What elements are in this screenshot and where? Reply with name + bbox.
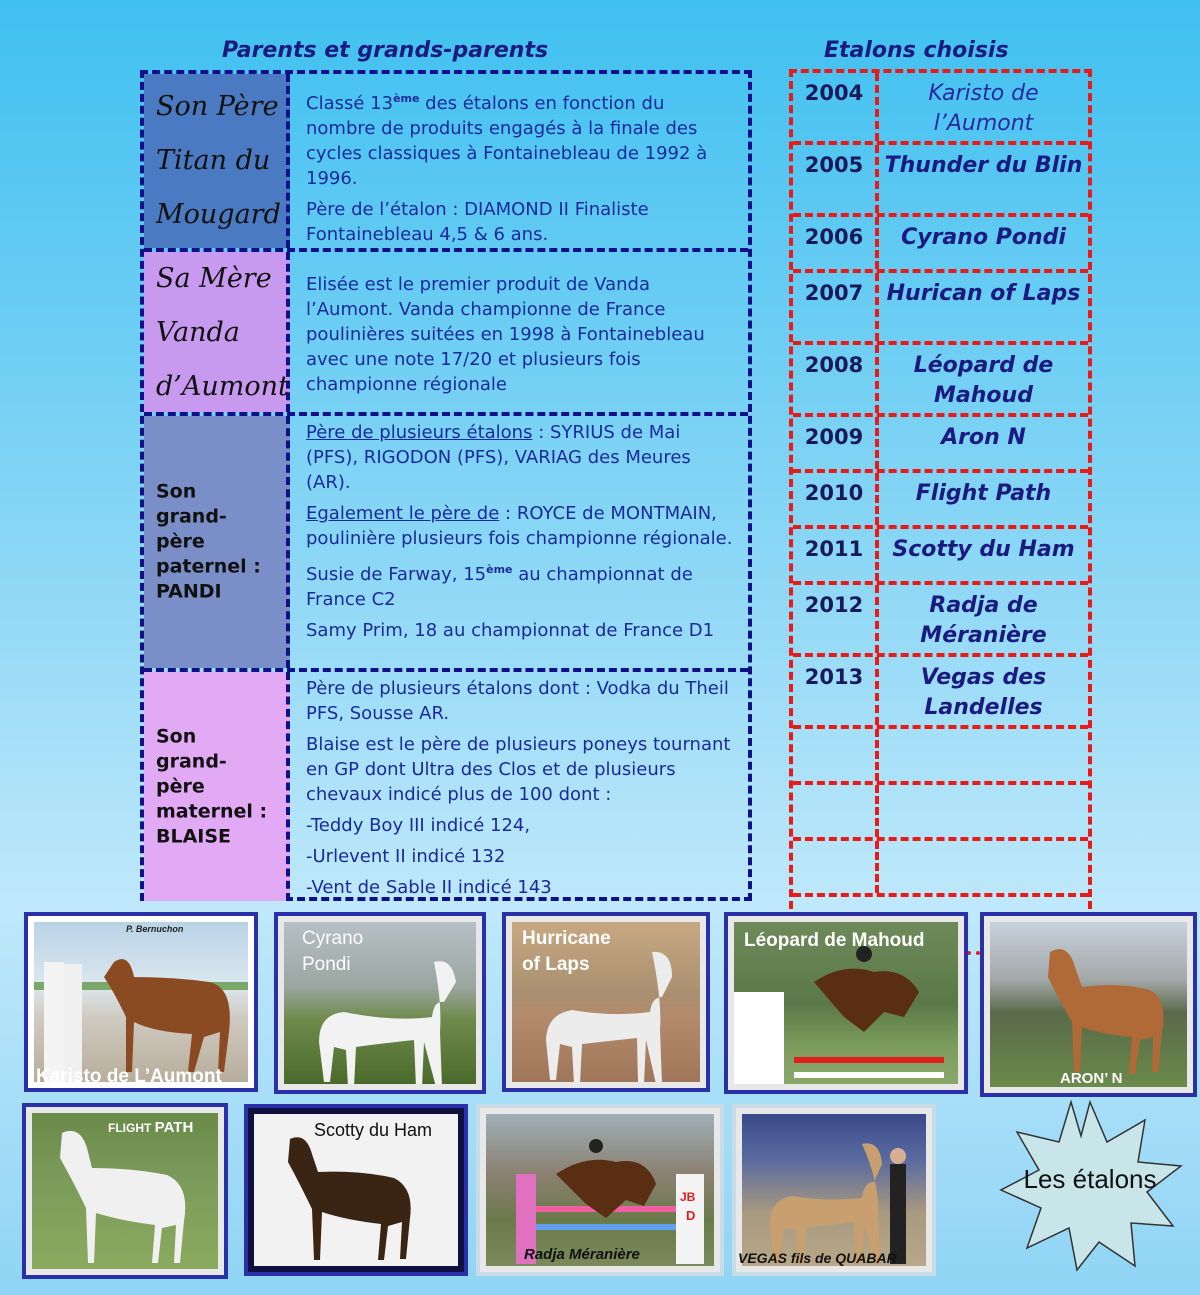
father-text-1: Classé 13ème des étalons en fonction du nombre de produits engagés à la finale des cycles classiques à Fontainebleau de 1992 à 1996. — [306, 92, 708, 189]
scotty-caption: Scotty du Ham — [314, 1120, 433, 1140]
horse-image — [32, 1113, 218, 1269]
photo-aron — [980, 912, 1197, 1097]
stallion-year — [793, 841, 879, 893]
mother-label — [144, 252, 289, 414]
stallion-row-empty — [793, 729, 1088, 785]
stallion-year: 2006 — [793, 217, 879, 269]
karisto-caption: Karisto de L’Aumont — [36, 1066, 222, 1087]
stallion-name: Cyrano Pondi — [901, 225, 1066, 250]
stallion-row — [793, 145, 1088, 217]
pandi-text-2: Egalement le père de : ROYCE de MONTMAIN, poulinière plusieurs fois championne régionale. — [306, 503, 733, 549]
flight-path-caption: FLIGHT PATH — [108, 1119, 194, 1136]
stallion-name: Scotty du Ham — [892, 537, 1075, 562]
mother-label-line2: Vanda — [156, 317, 240, 348]
blaise-text-4: -Urlevent II indicé 132 — [306, 846, 506, 867]
blaise-text-2: Blaise est le père de plusieurs poneys tournant en GP dont Ultra des Clos et de plusieurs chevaux indicé plus de 100 dont : — [306, 734, 731, 805]
stallion-name: Karisto de l’Aumont — [928, 81, 1039, 136]
father-label — [144, 74, 286, 242]
parent-row-father — [144, 74, 748, 252]
aron-caption: ARON’ N — [1060, 1070, 1123, 1087]
mother-text-1: Elisée est le premier produit de Vanda l’Aumont. Vanda championne de France poulinières suitées en 1998 à Fontainebleau avec une note 17/20 et plusieurs fois championne régionale — [306, 274, 705, 395]
horse-image — [742, 1114, 926, 1266]
badge-label: Les étalons — [1023, 1164, 1157, 1194]
father-label-line3: Mougard — [156, 199, 281, 230]
photo-flight-path — [22, 1103, 228, 1279]
stallion-row — [793, 657, 1088, 729]
parent-row-maternal-grandfather — [144, 672, 748, 901]
hurricane-caption-line2: of Laps — [522, 954, 590, 975]
photo-cyrano — [274, 912, 486, 1094]
paternal-grandfather-description — [306, 420, 734, 649]
stallion-row-empty — [793, 841, 1088, 897]
paternal-grandfather-label-cell — [144, 416, 290, 668]
photo-radja — [476, 1104, 724, 1276]
father-text-2: Père de l’étalon : DIAMOND II Finaliste Fontainebleau 4,5 & 6 ans. — [306, 199, 649, 245]
blaise-text-1: Père de plusieurs étalons dont : Vodka du Theil PFS, Sousse AR. — [306, 678, 729, 724]
mother-label-cell — [144, 252, 290, 412]
leopard-caption: Léopard de Mahoud — [744, 930, 925, 951]
stallion-name: Thunder du Blin — [884, 153, 1083, 178]
stallion-name: Radja de Méranière — [920, 593, 1047, 648]
karisto-credit: P. Bernuchon — [126, 924, 184, 934]
stallion-year: 2004 — [793, 73, 879, 141]
stallion-name: Aron N — [941, 425, 1026, 450]
stallion-name: Vegas des Landelles — [920, 665, 1047, 720]
photo-hurricane — [502, 912, 710, 1092]
pandi-text-3: Susie de Farway, 15ème au championnat de France C2 — [306, 563, 693, 610]
stallion-row — [793, 529, 1088, 585]
paternal-grandfather-label: Son grand-père paternel : PANDI — [156, 480, 261, 603]
cyrano-caption-line2: Pondi — [302, 954, 351, 975]
father-description — [306, 86, 734, 253]
blaise-text-3: -Teddy Boy III indicé 124, — [306, 815, 531, 836]
radja-sign-jb: JB — [680, 1190, 696, 1204]
cyrano-caption-line1: Cyrano — [302, 928, 364, 949]
parents-table — [140, 70, 752, 901]
radja-sign-d: D — [686, 1208, 696, 1223]
stallion-row — [793, 473, 1088, 529]
photo-karisto — [24, 912, 258, 1092]
vegas-caption: VEGAS fils de QUABAR — [738, 1250, 897, 1266]
parents-heading: Parents et grands-parents — [222, 38, 549, 63]
stallion-year: 2007 — [793, 273, 879, 341]
stallion-row — [793, 217, 1088, 273]
mother-label-line1: Sa Mère — [156, 263, 272, 294]
stallion-row — [793, 273, 1088, 345]
maternal-grandfather-description — [306, 676, 734, 906]
stallion-name: Flight Path — [915, 481, 1052, 506]
stallion-year: 2009 — [793, 417, 879, 469]
pandi-text-1: Père de plusieurs étalons : SYRIUS de Mai (PFS), RIGODON (PFS), VARIAG des Meures (AR). — [306, 422, 691, 493]
pandi-text-4: Samy Prim, 18 au championnat de France D1 — [306, 620, 715, 641]
parent-row-mother — [144, 252, 748, 416]
parent-row-paternal-grandfather — [144, 416, 748, 672]
stallion-row — [793, 417, 1088, 473]
father-label-line2: Titan du — [156, 145, 271, 176]
stallion-year: 2008 — [793, 345, 879, 413]
stallion-year: 2010 — [793, 473, 879, 525]
stallion-row — [793, 73, 1088, 145]
stallion-row — [793, 345, 1088, 417]
stallion-year — [793, 729, 879, 781]
photo-leopard — [724, 912, 968, 1094]
father-label-line1: Son Père — [156, 91, 279, 122]
horse-image — [34, 922, 248, 1082]
maternal-grandfather-label-cell — [144, 672, 290, 901]
radja-caption: Radja Méranière — [524, 1246, 640, 1263]
stallion-year — [793, 785, 879, 837]
stallion-row — [793, 585, 1088, 657]
photo-scotty — [244, 1104, 468, 1276]
mother-description — [306, 272, 734, 403]
stallions-table — [789, 69, 1092, 909]
horse-image — [990, 922, 1187, 1087]
hurricane-caption-line1: Hurricane — [522, 928, 611, 949]
blaise-text-5: -Vent de Sable II indicé 143 — [306, 877, 552, 898]
stallion-year: 2011 — [793, 529, 879, 581]
stallion-name: Léopard de Mahoud — [913, 353, 1054, 408]
maternal-grandfather-label: Son grand-père maternel : BLAISE — [156, 725, 268, 847]
stallions-heading: Etalons choisis — [824, 38, 1009, 63]
stallion-year: 2005 — [793, 145, 879, 213]
stallion-name: Hurican of Laps — [886, 281, 1081, 306]
mother-label-line3: d’Aumont — [156, 371, 289, 402]
stallion-row-empty — [793, 785, 1088, 841]
photo-vegas — [732, 1104, 936, 1276]
stallion-year: 2013 — [793, 657, 879, 725]
father-label-cell — [144, 74, 290, 248]
stallion-year: 2012 — [793, 585, 879, 653]
